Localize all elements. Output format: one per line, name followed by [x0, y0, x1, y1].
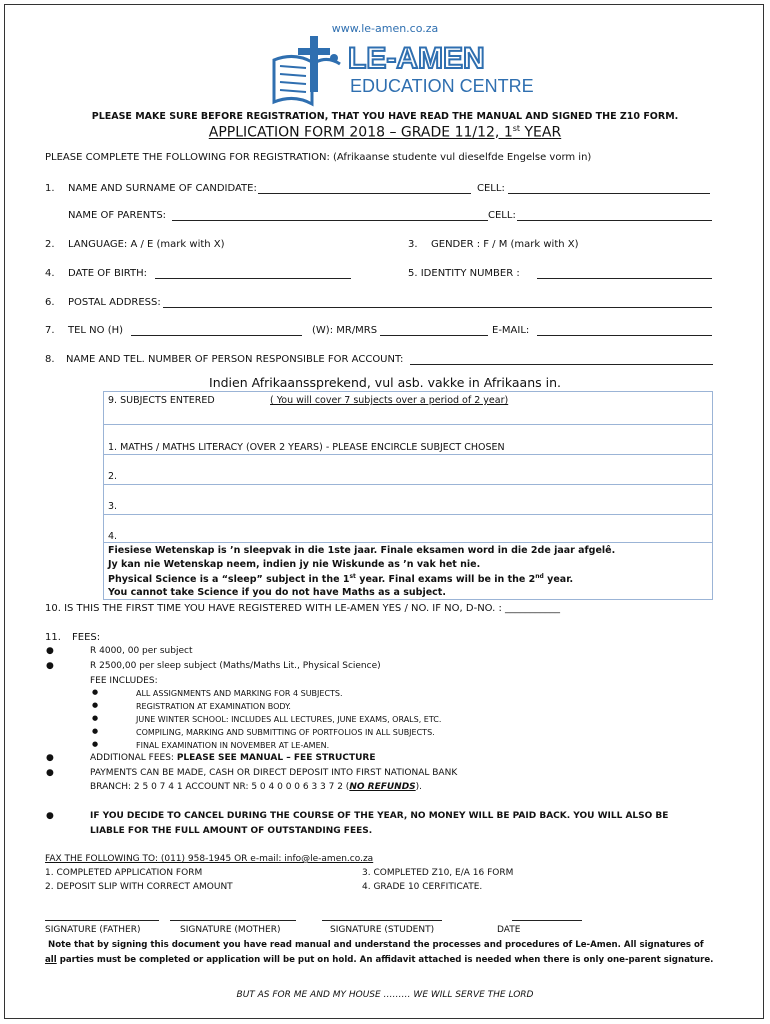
subjects-header-note: ( You will cover 7 subjects over a period of 2 year) — [270, 395, 509, 406]
parents-name-input[interactable] — [172, 210, 488, 221]
email-input[interactable] — [537, 325, 712, 336]
fee-include-4: COMPILING, MARKING AND SUBMITTING OF PORTFOLIOS IN ALL SUBJECTS. — [136, 728, 435, 737]
fees-label: FEES: — [72, 632, 101, 643]
bullet-icon: ● — [92, 701, 99, 709]
bullet-icon: ● — [92, 740, 99, 748]
fee-item-2: R 2500,00 per sleep subject (Maths/Maths Lit., Physical Science) — [90, 661, 381, 671]
subject-row-4[interactable]: 4. — [104, 514, 712, 543]
fee-include-1: ALL ASSIGNMENTS AND MARKING FOR 4 SUBJECTS. — [136, 689, 343, 698]
signing-note-line-1: Note that by signing this document you have read manual and understand the processes and procedures of Le-Amen. All signatures of — [48, 940, 704, 950]
cancel-policy-line-1: IF YOU DECIDE TO CANCEL DURING THE COURSE OF THE YEAR, NO MONEY WILL BE PAID BACK. YOU WILL ALSO BE — [90, 811, 669, 821]
tel-work-input[interactable] — [380, 325, 488, 336]
dob-input[interactable] — [155, 268, 351, 279]
signature-father-label: SIGNATURE (FATHER) — [45, 925, 141, 935]
science-note-line-1: Fiesiese Wetenskap is ’n sleepvak in die 1ste jaar. Finale eksamen word in die 2de jaar afgelê. — [108, 545, 616, 556]
id-number-label: 5. IDENTITY NUMBER : — [408, 268, 520, 279]
candidate-cell-input[interactable] — [508, 183, 710, 194]
bullet-icon: ● — [46, 646, 54, 656]
email-label: E-MAIL: — [492, 325, 530, 336]
account-person-input[interactable] — [410, 354, 713, 365]
science-note-line-3: Physical Science is a “sleep” subject in the 1st year. Final exams will be in the 2nd year. — [108, 573, 574, 586]
bullet-icon: ● — [46, 811, 54, 821]
bullet-icon: ● — [46, 661, 54, 671]
q10-first-time[interactable]: 10. IS THIS THE FIRST TIME YOU HAVE REGISTERED WITH LE-AMEN YES / NO. IF NO, D-NO. : ___________ — [45, 603, 561, 614]
additional-fees: ADDITIONAL FEES: PLEASE SEE MANUAL – FEE STRUCTURE — [90, 753, 376, 763]
signature-student-line[interactable] — [322, 920, 442, 921]
book-cross-icon — [274, 36, 340, 104]
bank-details: BRANCH: 2 5 0 7 4 1 ACCOUNT NR: 5 0 4 0 0 0 6 3 3 7 2 (NO REFUNDS). — [90, 782, 423, 792]
fax-heading[interactable]: FAX THE FOLLOWING TO: (011) 958-1945 OR e-mail: info@le-amen.co.za — [45, 854, 374, 864]
field-1-number: 1. — [45, 183, 55, 194]
fee-include-3: JUNE WINTER SCHOOL: INCLUDES ALL LECTURES, JUNE EXAMS, ORALS, ETC. — [136, 715, 442, 724]
gender-field[interactable]: GENDER : F / M (mark with X) — [431, 239, 579, 250]
bullet-icon: ● — [92, 727, 99, 735]
tel-work-label: (W): MR/MRS — [312, 325, 378, 336]
bullet-icon: ● — [92, 714, 99, 722]
cancel-policy-line-2: LIABLE FOR THE FULL AMOUNT OF OUTSTANDING FEES. — [90, 826, 373, 836]
field-3-number: 3. — [408, 239, 418, 250]
bullet-icon: ● — [46, 768, 54, 778]
fee-includes-label: FEE INCLUDES: — [90, 676, 158, 686]
bullet-icon: ● — [46, 753, 54, 763]
field-4-number: 4. — [45, 268, 55, 279]
postal-address-input[interactable] — [163, 297, 712, 308]
science-note-divider — [104, 542, 712, 543]
science-note-line-4: You cannot take Science if you do not have Maths as a subject. — [108, 587, 446, 598]
account-person-label: NAME AND TEL. NUMBER OF PERSON RESPONSIBLE FOR ACCOUNT: — [66, 354, 404, 365]
intro-text: PLEASE COMPLETE THE FOLLOWING FOR REGISTRATION: (Afrikaanse studente vul dieselfde Engelse vorm in) — [45, 152, 592, 163]
dob-label: DATE OF BIRTH: — [68, 268, 148, 279]
registration-notice: PLEASE MAKE SURE BEFORE REGISTRATION, THAT YOU HAVE READ THE MANUAL AND SIGNED THE Z10 FORM. — [91, 111, 679, 122]
fax-item-3: 3. COMPLETED Z10, E/A 16 FORM — [362, 868, 514, 878]
fee-item-1: R 4000, 00 per subject — [90, 646, 193, 656]
fax-item-1: 1. COMPLETED APPLICATION FORM — [45, 868, 203, 878]
field-6-number: 6. — [45, 297, 55, 308]
signature-date-line[interactable] — [512, 920, 582, 921]
fax-item-2: 2. DEPOSIT SLIP WITH CORRECT AMOUNT — [45, 882, 233, 892]
bullet-icon: ● — [92, 688, 99, 696]
svg-text:EDUCATION CENTRE: EDUCATION CENTRE — [350, 76, 534, 96]
parents-name-label: NAME OF PARENTS: — [68, 210, 167, 221]
signature-mother-label: SIGNATURE (MOTHER) — [180, 925, 281, 935]
parents-cell-input[interactable] — [517, 210, 712, 221]
footer-motto: BUT AS FOR ME AND MY HOUSE ……… WE WILL SERVE THE LORD — [236, 990, 534, 1000]
tel-home-input[interactable] — [131, 325, 302, 336]
id-number-input[interactable] — [537, 268, 712, 279]
science-note-line-2: Jy kan nie Wetenskap neem, indien jy nie Wiskunde as ’n vak het nie. — [108, 559, 481, 570]
payments-info: PAYMENTS CAN BE MADE, CASH OR DIRECT DEPOSIT INTO FIRST NATIONAL BANK — [90, 768, 458, 778]
afrikaans-note: Indien Afrikaanssprekend, vul asb. vakke in Afrikaans in. — [209, 375, 561, 390]
candidate-name-label: NAME AND SURNAME OF CANDIDATE: — [68, 183, 257, 194]
language-field[interactable]: LANGUAGE: A / E (mark with X) — [68, 239, 225, 250]
signature-father-line[interactable] — [45, 920, 159, 921]
field-8-number: 8. — [45, 354, 55, 365]
fax-item-4: 4. GRADE 10 CERFITICATE. — [362, 882, 483, 892]
signing-note-line-2: all parties must be completed or application will be put on hold. An affidavit attached is needed when there is only one-parent signature. — [45, 955, 714, 965]
subjects-header: 9. SUBJECTS ENTERED — [108, 395, 215, 406]
le-amen-logo — [268, 30, 534, 110]
website-url[interactable]: www.le-amen.co.za — [331, 22, 439, 35]
parents-cell-label: CELL: — [488, 210, 516, 221]
svg-text:LE-AMEN: LE-AMEN — [348, 42, 485, 75]
subject-row-1[interactable]: 1. MATHS / MATHS LITERACY (OVER 2 YEARS) - PLEASE ENCIRCLE SUBJECT CHOSEN — [104, 424, 712, 455]
form-title: APPLICATION FORM 2018 – GRADE 11/12, 1st YEAR — [208, 124, 562, 141]
field-2-number: 2. — [45, 239, 55, 250]
signature-student-label: SIGNATURE (STUDENT) — [330, 925, 435, 935]
signature-date-label: DATE — [497, 925, 521, 935]
subjects-table — [103, 391, 713, 600]
signature-mother-line[interactable] — [170, 920, 296, 921]
candidate-name-input[interactable] — [258, 183, 471, 194]
fee-include-5: FINAL EXAMINATION IN NOVEMBER AT LE-AMEN. — [136, 741, 330, 750]
field-7-number: 7. — [45, 325, 55, 336]
tel-home-label: TEL NO (H) — [68, 325, 124, 336]
candidate-cell-label: CELL: — [477, 183, 505, 194]
fee-include-2: REGISTRATION AT EXAMINATION BODY. — [136, 702, 291, 711]
subject-row-3[interactable]: 3. — [104, 484, 712, 515]
subject-row-2[interactable]: 2. — [104, 454, 712, 485]
fees-number: 11. — [45, 632, 61, 643]
postal-address-label: POSTAL ADDRESS: — [68, 297, 161, 308]
